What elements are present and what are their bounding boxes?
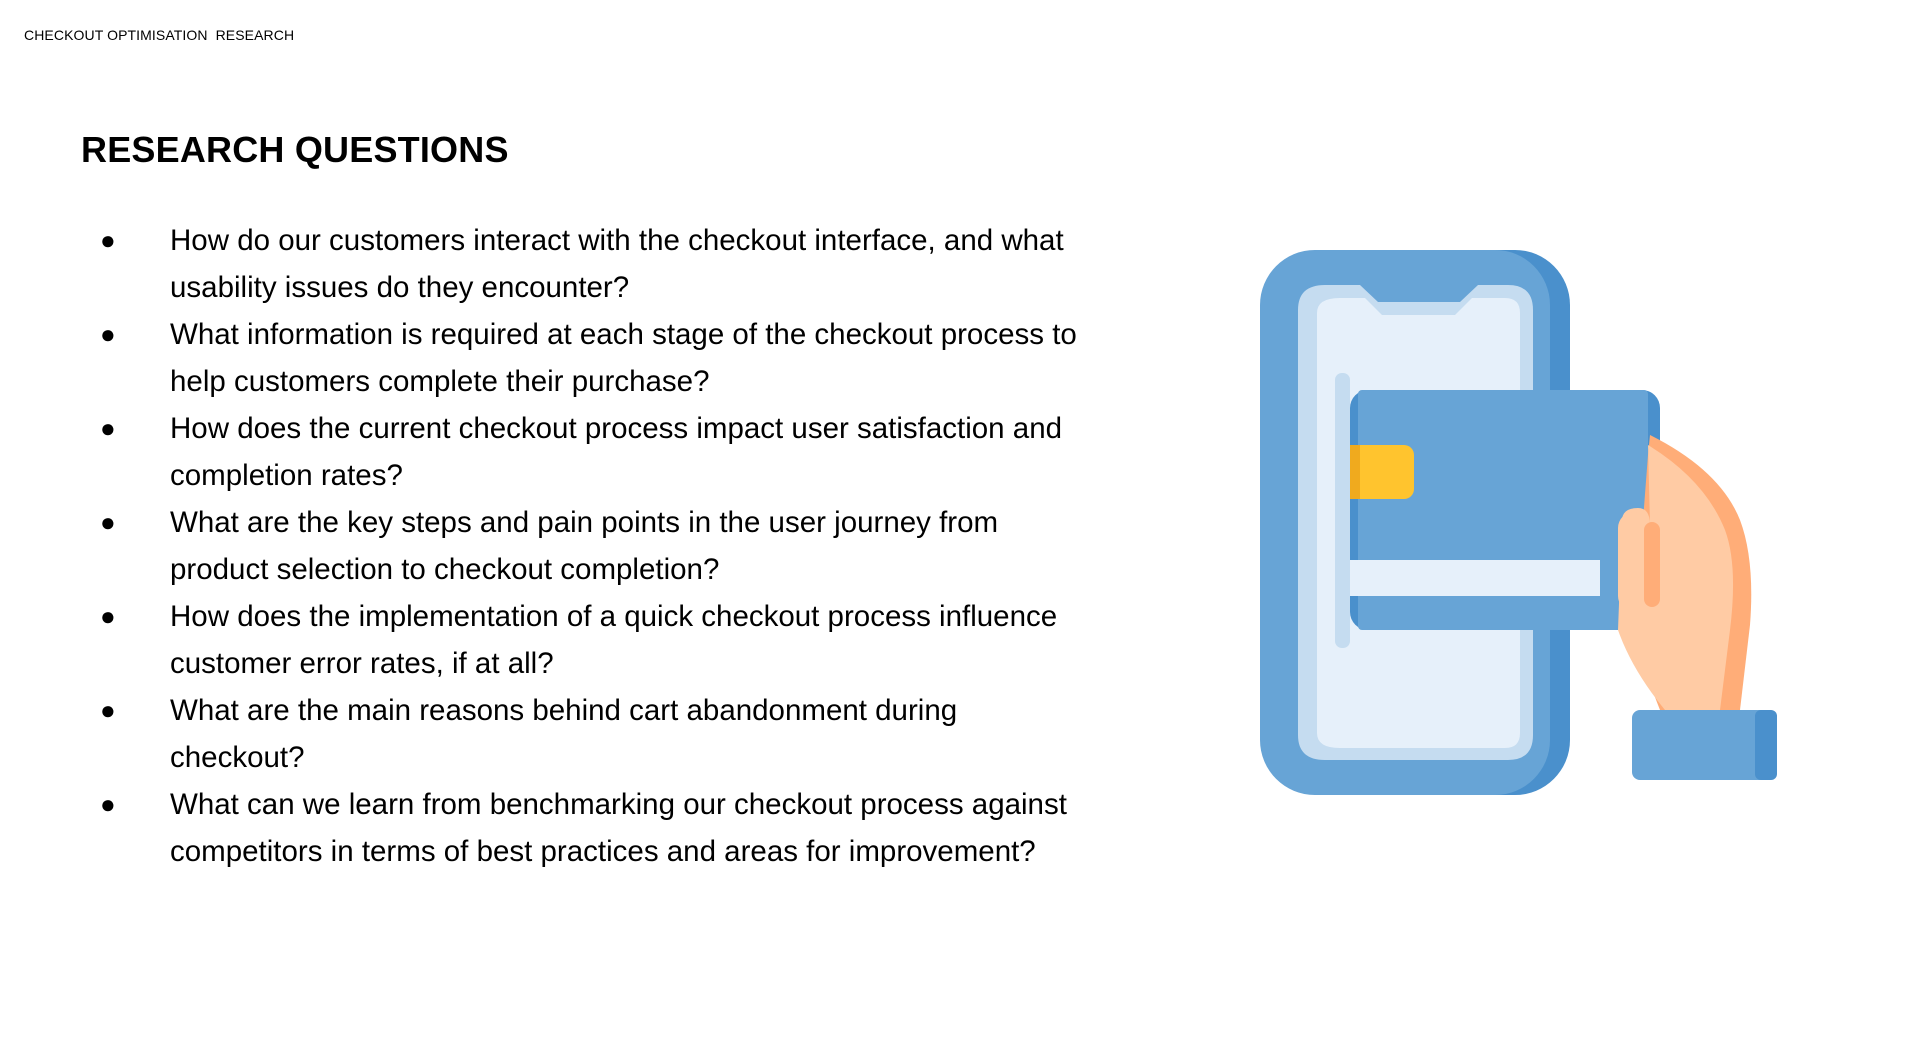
header-label: CHECKOUT OPTIMISATION RESEARCH [24, 27, 295, 43]
bullet-icon: ● [100, 225, 116, 255]
question-text: How does the current checkout process impact user satisfaction and completion rates? [170, 412, 1063, 492]
bullet-icon: ● [100, 789, 116, 819]
sleeve-cuff-shade [1755, 710, 1777, 780]
question-text: How do our customers interact with the checkout interface, and what usability issues do they encounter? [170, 224, 1064, 304]
card-stripe [1350, 560, 1600, 596]
bullet-icon: ● [100, 601, 116, 631]
list-item [100, 311, 1080, 405]
list-item [100, 781, 1080, 875]
list-item [100, 687, 1080, 781]
card-chip-shade [1350, 445, 1360, 499]
question-text: What information is required at each stage of the checkout process to help customers complete their purchase? [170, 318, 1077, 398]
bullet-icon: ● [100, 695, 116, 725]
list-item [100, 593, 1080, 687]
research-questions-list [100, 217, 1080, 875]
question-text: What are the main reasons behind cart abandonment during checkout? [170, 694, 958, 774]
list-item [100, 217, 1080, 311]
page-title: RESEARCH QUESTIONS [81, 129, 509, 170]
bullet-icon: ● [100, 319, 116, 349]
list-item [100, 405, 1080, 499]
hand-thumb-shade [1644, 522, 1660, 607]
bullet-icon: ● [100, 413, 116, 443]
bullet-icon: ● [100, 507, 116, 537]
card-slot [1335, 373, 1350, 648]
question-text: How does the implementation of a quick checkout process influence customer error rates, if at all? [170, 600, 1058, 680]
question-text: What can we learn from benchmarking our checkout process against competitors in terms of best practices and areas for improvement? [170, 788, 1067, 868]
phone-payment-card-hand-icon [1250, 240, 1780, 800]
list-item [100, 499, 1080, 593]
question-text: What are the key steps and pain points in the user journey from product selection to checkout completion? [170, 506, 999, 586]
